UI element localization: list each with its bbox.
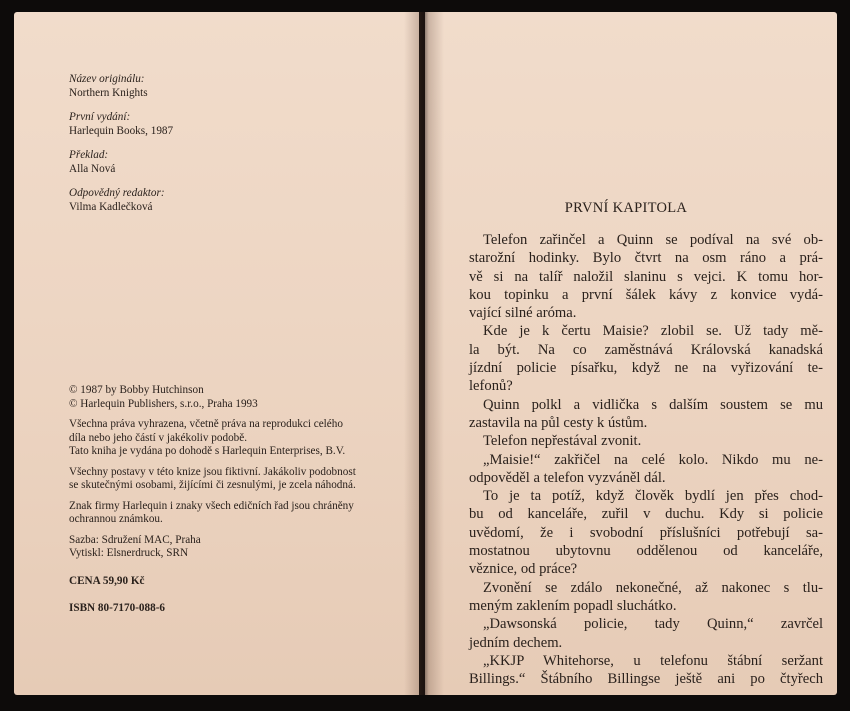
text-line: Billings.“ Štábního Billingse ještě ani po čtyřech bbox=[469, 671, 823, 688]
isbn: ISBN 80-7170-088-6 bbox=[69, 602, 166, 614]
trademark-line: Znak firmy Harlequin i znaky všech edičních řad jsou chráněny bbox=[69, 499, 354, 512]
text-line: Zvonění se zdálo nekonečné, až nakonec s tlu- bbox=[483, 579, 823, 596]
text-line: starožní hodinky. Bylo čtvrt na osm ráno a prá- bbox=[469, 250, 823, 267]
text-line: Quinn polkl a vidlička s dalším soustem se mu bbox=[483, 396, 823, 413]
text-line: věznice, od práce? bbox=[469, 561, 578, 578]
credit-original-title bbox=[69, 73, 414, 100]
text-line: kou topinku a první šálek kávy z konvice vydá- bbox=[469, 286, 823, 303]
text-line: meným zaklením popadl sluchátko. bbox=[469, 597, 677, 614]
trademark-notice bbox=[69, 500, 414, 527]
text-line: „KKJP Whitehorse, u telefonu štábní seržant bbox=[483, 652, 823, 669]
credit-value: Harlequin Books, 1987 bbox=[69, 124, 174, 137]
chapter-title: PRVNÍ KAPITOLA bbox=[564, 200, 688, 216]
text-line: Telefon nepřestával zvonit. bbox=[483, 433, 642, 450]
right-page bbox=[425, 12, 837, 695]
price: CENA 59,90 Kč bbox=[69, 574, 145, 587]
text-line: Kde je k čertu Maisie? zlobil se. Už tady mě- bbox=[483, 323, 823, 340]
text-line: zastavila na půl cesty k ústům. bbox=[469, 414, 648, 431]
text-line: „Dawsonská policie, tady Quinn,“ zavrčel bbox=[483, 616, 823, 633]
rights-line: díla nebo jeho částí v jakékoliv podobě. bbox=[69, 431, 248, 444]
copyright-line: © Harlequin Publishers, s.r.o., Praha 1993 bbox=[69, 397, 258, 410]
credit-first-edition bbox=[69, 111, 414, 138]
text-line: la být. Na co zaměstnává Královská kanadská bbox=[469, 341, 823, 358]
text-line: Telefon zařinčel a Quinn se podíval na své ob- bbox=[483, 232, 823, 248]
credit-value: Northern Knights bbox=[69, 86, 148, 99]
text-line: vající silné aróma. bbox=[469, 305, 577, 322]
text-line: mostatnou ubytovnu oddělenou od kanceláře, bbox=[469, 543, 823, 560]
production-line: Vytiskl: Elsnerdruck, SRN bbox=[69, 547, 189, 559]
trademark-line: ochrannou známkou. bbox=[69, 513, 163, 525]
rights-notice bbox=[69, 418, 414, 459]
copyright-notice bbox=[69, 384, 414, 411]
text-line: To je ta potíž, když člověk bydlí jen přes chod- bbox=[483, 488, 823, 505]
credit-label: První vydání: bbox=[69, 111, 131, 123]
fiction-line: Všechny postavy v této knize jsou fiktivní. Jakákoliv podobnost bbox=[69, 465, 356, 478]
credit-label: Název originálu: bbox=[69, 73, 145, 85]
text-line: uvědomí, že i svobodní příslušníci potřebují sa- bbox=[469, 524, 823, 541]
production-line: Sazba: Sdružení MAC, Praha bbox=[69, 533, 201, 546]
text-line: „Maisie!“ zakřičel na celé kolo. Nikdo mu ne- bbox=[483, 451, 823, 468]
production-notice bbox=[69, 534, 414, 561]
copyright-line: © 1987 by Bobby Hutchinson bbox=[69, 384, 204, 396]
text-line: bu od kanceláře, zuřil v duchu. Kdy si policie bbox=[469, 506, 823, 523]
credit-editor bbox=[69, 187, 414, 214]
credit-label: Odpovědný redaktor: bbox=[69, 187, 165, 199]
credit-value: Alla Nová bbox=[69, 162, 116, 175]
left-page bbox=[14, 12, 419, 695]
text-line: odpověděl a telefon vyzváněl dál. bbox=[469, 469, 666, 486]
credit-translation bbox=[69, 149, 414, 176]
credits-block bbox=[69, 73, 414, 225]
rights-line: Tato kniha je vydána po dohodě s Harlequin Enterprises, B.V. bbox=[69, 445, 346, 457]
text-line: jedním dechem. bbox=[469, 634, 563, 651]
text-line: lefonů? bbox=[469, 378, 513, 395]
imprint-block bbox=[69, 384, 414, 623]
credit-value: Vilma Kadlečková bbox=[69, 200, 153, 213]
rights-line: Všechna práva vyhrazena, včetně práva na reprodukci celého bbox=[69, 418, 343, 430]
credit-label: Překlad: bbox=[69, 149, 109, 161]
fiction-line: se skutečnými osobami, žijícími či zesnulými, je zcela náhodná. bbox=[69, 479, 356, 491]
text-line: jízdní policie písařku, když ne na vyřizování te- bbox=[469, 360, 823, 377]
text-line: vě si na talíř naložil slaninu s vejci. K tomu hor- bbox=[469, 268, 823, 285]
fiction-notice bbox=[69, 466, 414, 493]
chapter-text bbox=[469, 231, 823, 688]
